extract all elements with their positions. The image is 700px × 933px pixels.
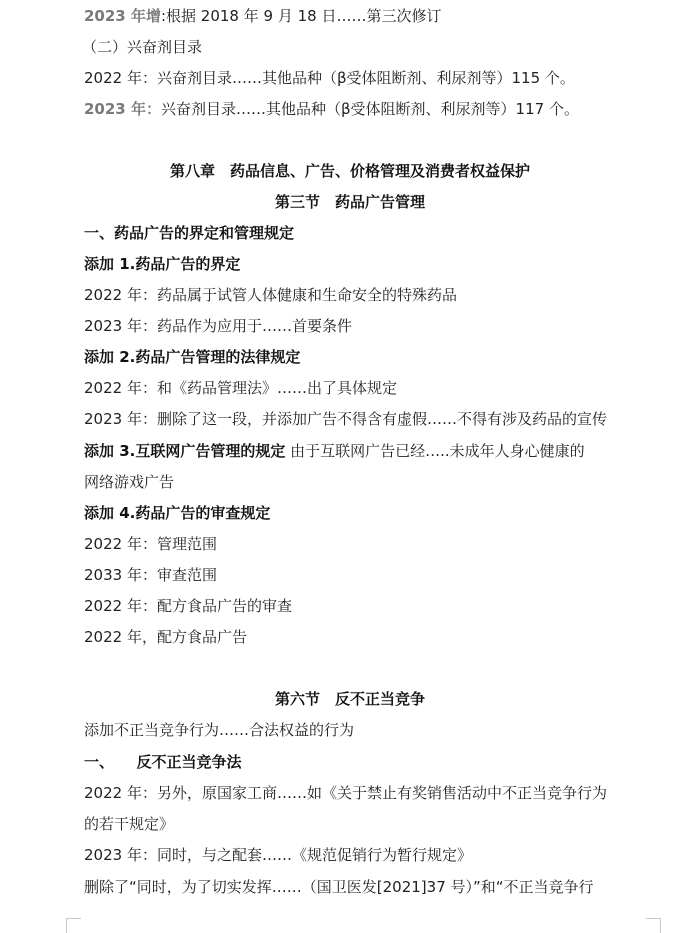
page-margin-corner-mark xyxy=(66,918,81,933)
paragraph-line: 2022 年：兴奋剂目录……其他品种（β受体阻断剂、利尿剂等）115 个。 xyxy=(84,69,575,87)
paragraph-line: 2023 年：同时，与之配套……《规范促销行为暂行规定》 xyxy=(84,846,472,864)
paragraph-line: 2033 年：审查范围 xyxy=(84,566,217,584)
page-margin-corner-mark xyxy=(646,918,661,933)
paragraph-line: 2022 年：药品属于试管人体健康和生命安全的特殊药品 xyxy=(84,286,457,304)
revision-note-line xyxy=(84,6,660,26)
paragraph-line: 2023 年：药品作为应用于……首要条件 xyxy=(84,317,352,335)
paragraph-line: 2022 年：另外，原国家工商……如《关于禁止有奖销售活动中不正当竞争行为 xyxy=(84,784,607,802)
section-title: 第六节 反不正当竞争 xyxy=(274,690,425,708)
year-label: 2023 年： xyxy=(84,100,161,118)
paragraph-line: 添加不正当竞争行为……合法权益的行为 xyxy=(84,721,355,739)
line-text: 兴奋剂目录……其他品种（β受体阻断剂、利尿剂等）117 个。 xyxy=(160,100,579,118)
subsection-heading: （二）兴奋剂目录 xyxy=(82,38,203,56)
subheading-inline: 添加 3.互联网广告管理的规定 xyxy=(84,442,286,460)
paragraph-line: 删除了“同时，为了切实发挥……（国卫医发[2021]37 号）”和“不正当竞争行 xyxy=(84,878,594,896)
paragraph-line: 2022 年，配方食品广告 xyxy=(84,628,247,646)
line-text: :根据 2018 年 9 月 18 日……第三次修订 xyxy=(160,7,442,25)
line-text: 由于互联网广告已经…..未成年人身心健康的 xyxy=(285,442,585,460)
chapter-title: 第八章 药品信息、广告、价格管理及消费者权益保护 xyxy=(169,162,530,180)
subheading: 添加 1.药品广告的界定 xyxy=(84,255,241,273)
heading: 一、 反不正当竞争法 xyxy=(84,753,242,771)
paragraph-line: 2022 年：配方食品广告的审查 xyxy=(84,597,292,615)
paragraph-line: 2022 年：和《药品管理法》……出了具体规定 xyxy=(84,379,397,397)
section-title: 第三节 药品广告管理 xyxy=(274,193,425,211)
paragraph-line: 网络游戏广告 xyxy=(84,473,175,491)
paragraph-line: 的若干规定》 xyxy=(84,815,175,833)
paragraph-line xyxy=(84,441,660,461)
subheading: 添加 4.药品广告的审查规定 xyxy=(84,504,271,522)
paragraph-line: 2022 年：管理范围 xyxy=(84,535,217,553)
heading: 一、药品广告的界定和管理规定 xyxy=(84,224,295,242)
paragraph-line xyxy=(84,99,660,119)
subheading: 添加 2.药品广告管理的法律规定 xyxy=(84,348,301,366)
year-label: 2023 年增 xyxy=(84,7,161,25)
paragraph-line: 2023 年：删除了这一段，并添加广告不得含有虚假……不得有涉及药品的宣传 xyxy=(84,410,607,428)
